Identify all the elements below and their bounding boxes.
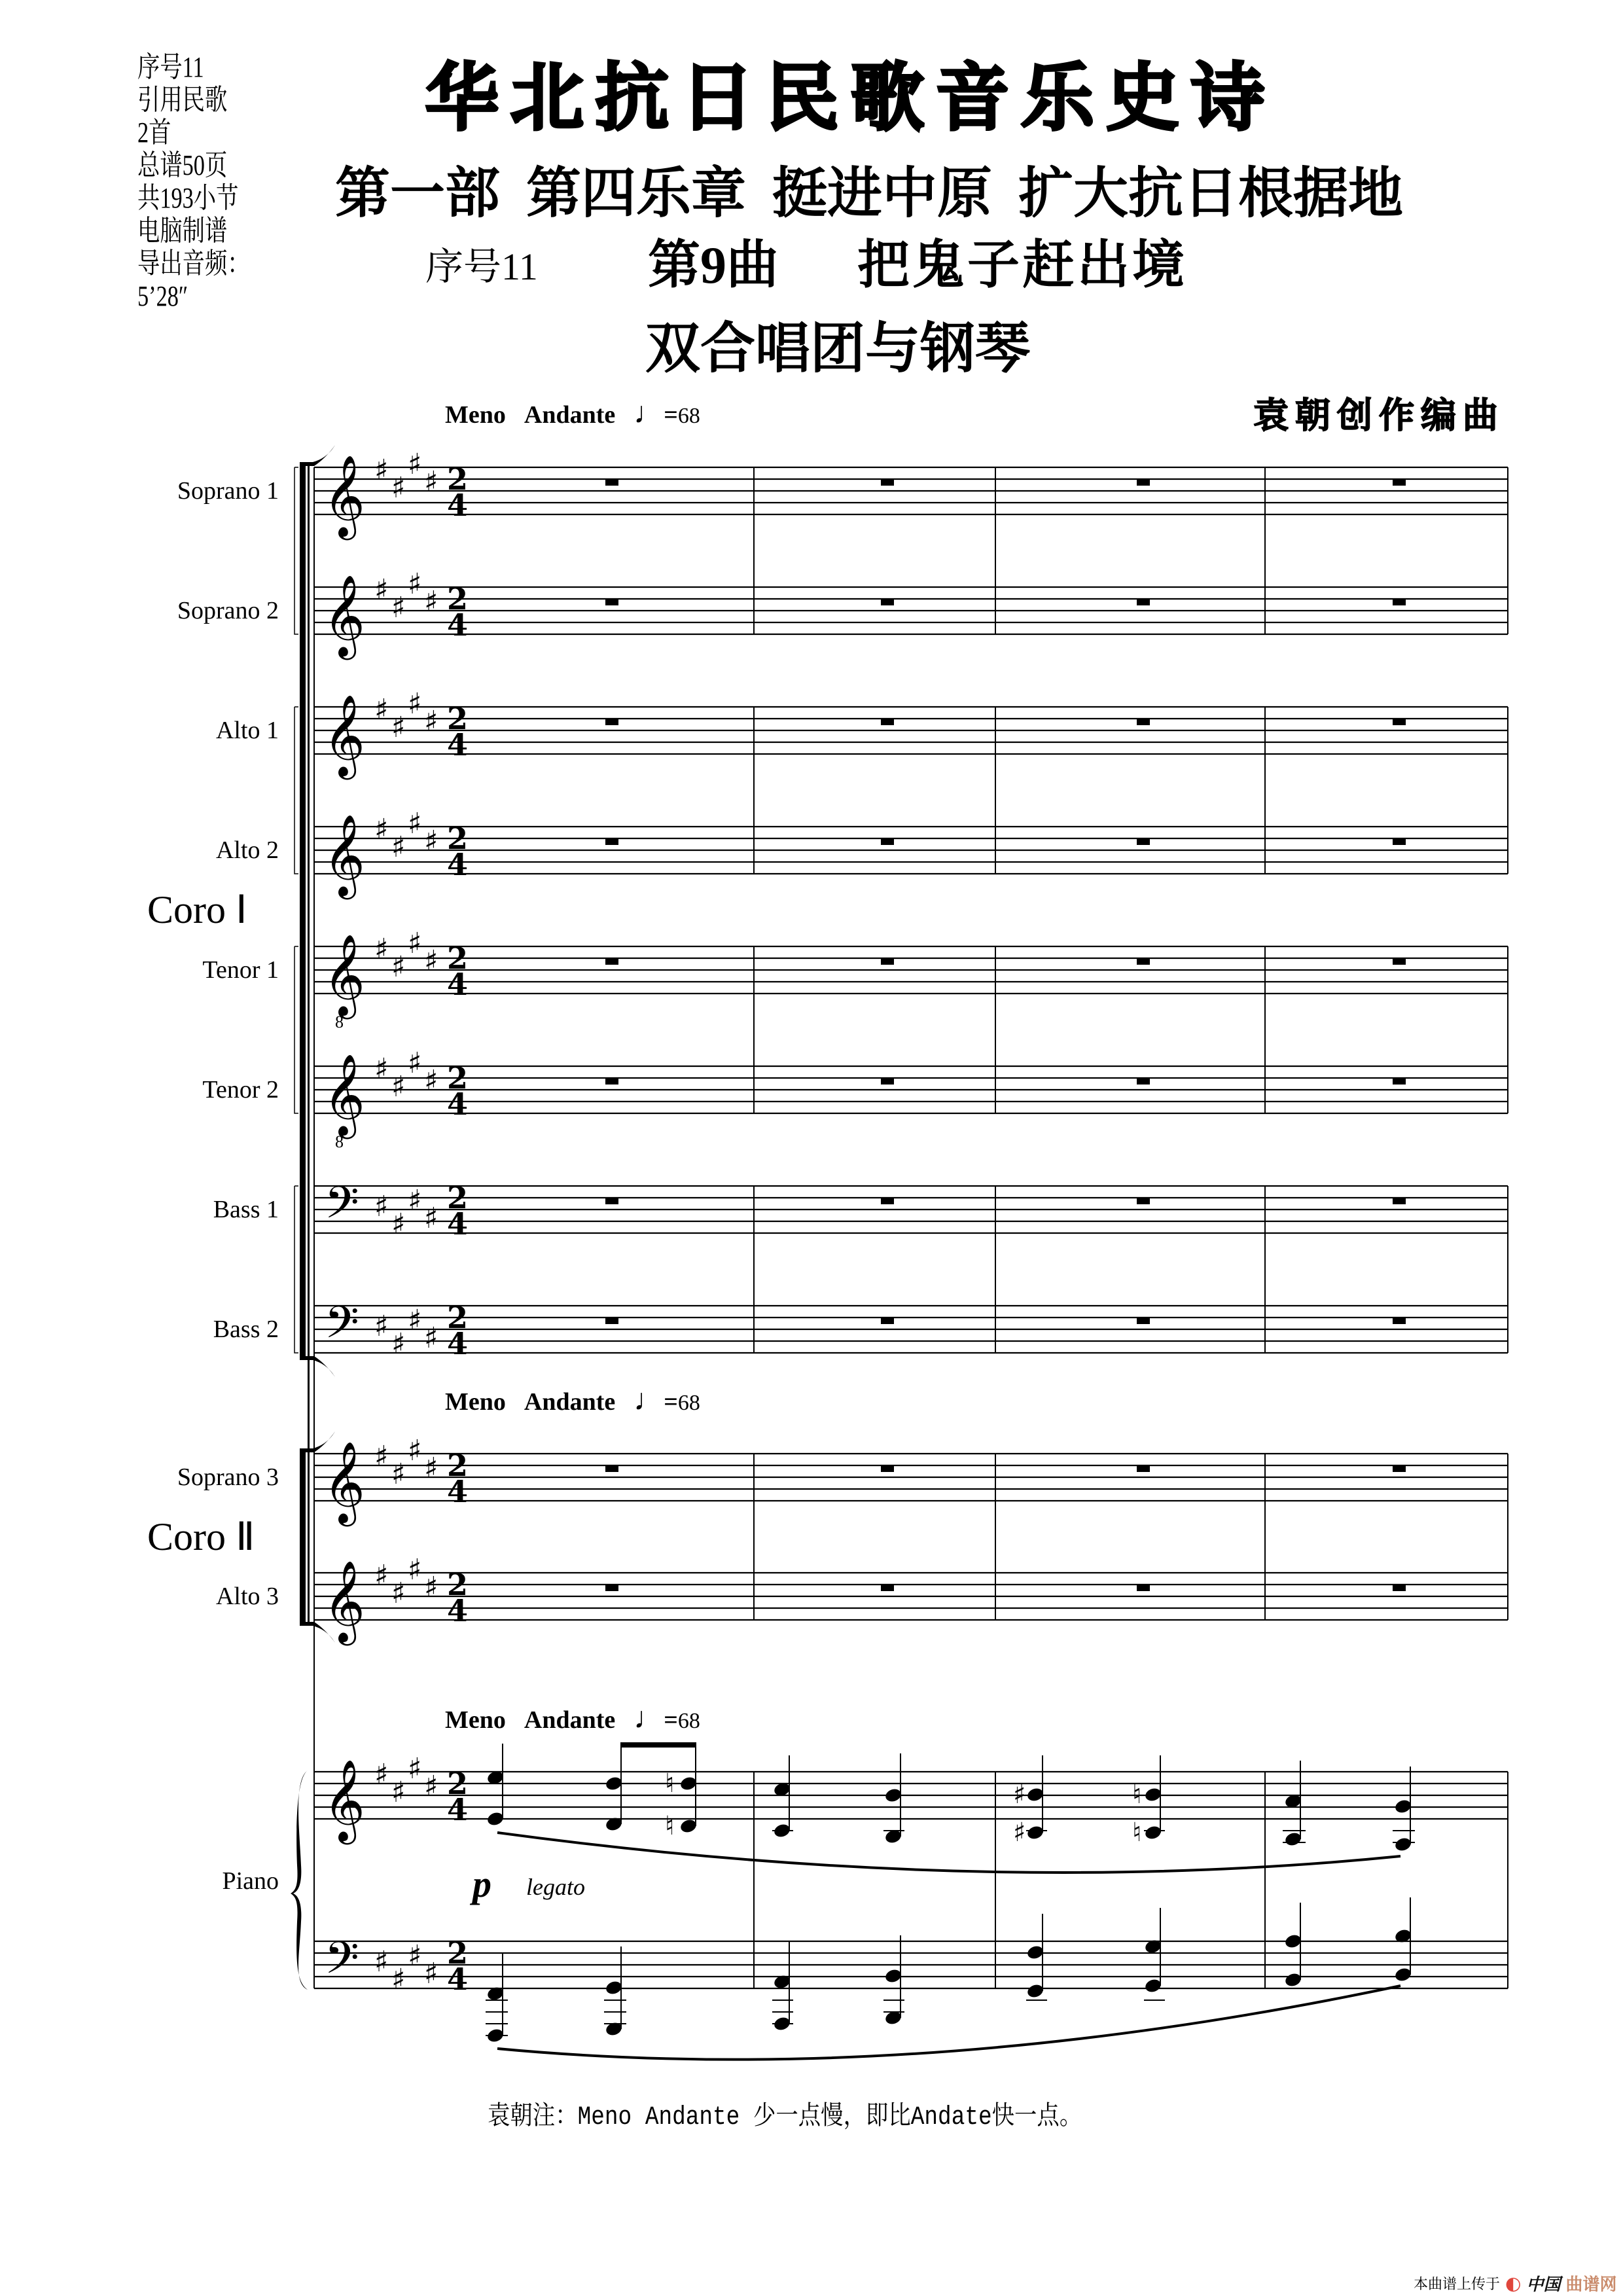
natural-icon: ♮ <box>665 1768 675 1799</box>
svg-text:♯: ♯ <box>424 825 438 858</box>
svg-text:𝄢: 𝄢 <box>325 1297 359 1359</box>
svg-text:4: 4 <box>447 727 469 762</box>
svg-text:♯: ♯ <box>424 1321 438 1355</box>
slur-bass <box>497 1986 1400 2060</box>
svg-text:4: 4 <box>447 1086 469 1122</box>
tempo-equals: = <box>664 401 678 429</box>
svg-text:♯: ♯ <box>408 1553 422 1587</box>
svg-text:2: 2 <box>447 581 469 617</box>
barlines <box>754 467 1508 1988</box>
svg-text:𝄞: 𝄞 <box>323 575 365 656</box>
meta-engraving: 电脑制谱 <box>137 215 228 247</box>
svg-text:4: 4 <box>447 1593 469 1628</box>
svg-text:♯: ♯ <box>424 1957 438 1990</box>
tempo-word: Meno <box>445 1706 506 1734</box>
svg-text:♯: ♯ <box>374 1440 389 1473</box>
meta-page-count: 总谱50页 <box>137 149 228 181</box>
svg-text:𝄢: 𝄢 <box>325 1933 359 1995</box>
svg-text:♯: ♯ <box>424 465 438 499</box>
svg-text:♯: ♯ <box>424 1202 438 1235</box>
svg-text:♯: ♯ <box>391 711 406 744</box>
meta-folk-songs: 引用民歌 <box>137 84 228 116</box>
meta-bar-count: 共193小节 <box>137 182 239 214</box>
svg-text:♯: ♯ <box>408 448 422 481</box>
svg-text:𝄞: 𝄞 <box>323 1560 365 1642</box>
svg-text:2: 2 <box>447 1766 469 1801</box>
svg-text:8: 8 <box>335 1132 344 1151</box>
svg-text:♯: ♯ <box>374 1559 389 1592</box>
expression-legato: legato <box>526 1874 585 1900</box>
svg-text:4: 4 <box>447 1474 469 1509</box>
svg-text:𝄢: 𝄢 <box>325 1177 359 1240</box>
svg-text:♯: ♯ <box>391 1070 406 1103</box>
svg-text:♯: ♯ <box>408 687 422 721</box>
svg-text:𝄞: 𝄞 <box>323 1759 365 1841</box>
tempo-equals: = <box>664 1706 678 1734</box>
part-label-tenor-2: Tenor 2 <box>202 1076 279 1103</box>
svg-text:♯: ♯ <box>408 1304 422 1337</box>
svg-text:𝄞: 𝄞 <box>323 934 365 1016</box>
subtitle-part: 第一部 <box>335 160 501 225</box>
svg-text:𝄞: 𝄞 <box>323 814 365 896</box>
clefs-keys-times <box>323 448 468 1997</box>
svg-text:2: 2 <box>447 821 469 856</box>
svg-text:2: 2 <box>447 461 469 497</box>
svg-text:8: 8 <box>335 1013 344 1031</box>
svg-text:♯: ♯ <box>424 705 438 738</box>
subtitle-theme-b: 扩大抗日根据地 <box>1018 160 1404 225</box>
svg-text:♯: ♯ <box>374 573 389 607</box>
svg-text:4: 4 <box>447 967 469 1002</box>
quarter-note-icon: ♩ <box>633 1383 664 1416</box>
svg-text:♯: ♯ <box>374 1052 389 1086</box>
svg-text:♯: ♯ <box>408 1752 422 1785</box>
svg-text:2: 2 <box>447 701 469 736</box>
svg-text:♯: ♯ <box>374 693 389 726</box>
svg-text:♯: ♯ <box>391 1458 406 1491</box>
svg-text:♯: ♯ <box>424 1452 438 1485</box>
svg-text:2: 2 <box>447 1060 469 1096</box>
svg-text:4: 4 <box>447 847 469 882</box>
meta-song-count: 2首 <box>137 117 171 149</box>
svg-text:♯: ♯ <box>424 944 438 978</box>
tempo-word: Meno <box>445 1388 506 1416</box>
svg-text:♯: ♯ <box>424 1770 438 1803</box>
tempo-bpm: 68 <box>677 1391 700 1415</box>
piece-number: 第9曲 <box>648 237 779 295</box>
svg-text:𝄞: 𝄞 <box>323 1054 365 1136</box>
svg-text:♯: ♯ <box>408 807 422 840</box>
svg-text:♯: ♯ <box>374 454 389 487</box>
svg-text:4: 4 <box>447 1206 469 1242</box>
part-label-bass-2: Bass 2 <box>213 1316 279 1343</box>
svg-text:♯: ♯ <box>374 1758 389 1791</box>
tempo-word: Andante <box>524 401 616 429</box>
part-label-soprano-3: Soprano 3 <box>177 1463 279 1491</box>
tempo-bpm: 68 <box>677 1709 700 1733</box>
part-label-alto-1: Alto 1 <box>215 717 279 744</box>
svg-text:♯: ♯ <box>374 1190 389 1223</box>
svg-text:♯: ♯ <box>408 1434 422 1467</box>
svg-text:♯: ♯ <box>391 1776 406 1809</box>
dynamic-piano: p <box>473 1863 491 1905</box>
svg-text:♯: ♯ <box>391 1963 406 1996</box>
part-label-tenor-1: Tenor 1 <box>202 956 279 984</box>
subtitle-theme-a: 挺进中原 <box>772 160 993 225</box>
subtitle-movement: 第四乐章 <box>526 160 747 225</box>
svg-text:4: 4 <box>447 1792 469 1827</box>
quarter-note-icon: ♩ <box>633 396 664 429</box>
svg-text:♯: ♯ <box>374 813 389 846</box>
tempo-word: Andante <box>524 1388 616 1416</box>
part-label-soprano-1: Soprano 1 <box>177 477 279 505</box>
svg-text:4: 4 <box>447 1962 469 1997</box>
svg-text:♯: ♯ <box>408 1939 422 1973</box>
svg-text:♯: ♯ <box>391 831 406 864</box>
svg-text:♯: ♯ <box>408 1047 422 1080</box>
tempo-word: Andante <box>524 1706 616 1734</box>
part-label-bass-1: Bass 1 <box>213 1196 279 1223</box>
whole-rests <box>605 479 1406 1591</box>
svg-text:2: 2 <box>447 1300 469 1335</box>
tempo-equals: = <box>664 1388 678 1416</box>
footnote-text: 袁朝注：Meno Andante 少一点慢，即比Andate快一点。 <box>488 2103 1082 2132</box>
staff-lines <box>314 467 1508 1988</box>
svg-text:♯: ♯ <box>391 1208 406 1241</box>
piano-notes <box>486 1742 1415 2060</box>
natural-icon: ♮ <box>1132 1818 1142 1848</box>
svg-text:♯: ♯ <box>374 933 389 966</box>
piece-title: 把鬼子赶出境 <box>857 237 1187 295</box>
site-logo-icon: ◐ <box>1505 2272 1522 2294</box>
svg-text:♯: ♯ <box>408 567 422 601</box>
quarter-note-icon: ♩ <box>633 1701 664 1734</box>
svg-text:♯: ♯ <box>374 1310 389 1343</box>
meta-audio-duration: 5’28″ <box>137 280 188 312</box>
meta-audio-label: 导出音频： <box>137 247 250 279</box>
watermark-prefix: 本曲谱上传于 <box>1414 2276 1501 2293</box>
svg-text:2: 2 <box>447 1180 469 1215</box>
svg-text:♯: ♯ <box>374 1945 389 1979</box>
watermark-brand-a: 中国 <box>1526 2275 1561 2295</box>
composer-credit: 袁朝创作编曲 <box>1253 395 1505 436</box>
svg-text:2: 2 <box>447 941 469 976</box>
svg-text:♯: ♯ <box>391 471 406 505</box>
svg-text:4: 4 <box>447 607 469 643</box>
svg-text:♯: ♯ <box>391 1577 406 1610</box>
part-label-piano: Piano <box>222 1867 279 1895</box>
svg-text:♯: ♯ <box>391 591 406 624</box>
svg-text:𝄞: 𝄞 <box>323 1441 365 1523</box>
tempo-bpm: 68 <box>677 404 700 428</box>
svg-text:♯: ♯ <box>424 585 438 619</box>
part-label-alto-3: Alto 3 <box>215 1583 279 1610</box>
double-sharp-icon: ♯ <box>1013 1780 1026 1810</box>
svg-text:♯: ♯ <box>408 1184 422 1217</box>
svg-text:2: 2 <box>447 1935 469 1971</box>
meta-serial: 序号11 <box>137 51 204 83</box>
group-label-coro-1: Coro Ⅰ <box>147 888 247 931</box>
natural-icon: ♮ <box>1132 1780 1142 1810</box>
natural-icon: ♮ <box>665 1811 675 1841</box>
ensemble-label: 双合唱团与钢琴 <box>645 319 1030 380</box>
double-sharp-icon: ♯ <box>1013 1818 1026 1848</box>
watermark <box>1414 2271 1616 2295</box>
svg-text:♯: ♯ <box>408 927 422 960</box>
svg-text:4: 4 <box>447 488 469 523</box>
svg-text:𝄞: 𝄞 <box>323 694 365 776</box>
part-label-alto-2: Alto 2 <box>215 836 279 864</box>
watermark-brand-b: 曲谱网 <box>1565 2275 1617 2295</box>
main-title: 华北抗日民歌音乐史诗 <box>425 56 1276 141</box>
svg-text:2: 2 <box>447 1448 469 1483</box>
svg-text:♯: ♯ <box>391 950 406 984</box>
svg-text:4: 4 <box>447 1326 469 1361</box>
svg-text:2: 2 <box>447 1567 469 1602</box>
part-label-soprano-2: Soprano 2 <box>177 597 279 624</box>
svg-text:𝄞: 𝄞 <box>323 455 365 537</box>
svg-text:♯: ♯ <box>391 1327 406 1361</box>
svg-text:♯: ♯ <box>424 1064 438 1098</box>
tempo-word: Meno <box>445 401 506 429</box>
piece-serial: 序号11 <box>425 245 538 288</box>
group-label-coro-2: Coro Ⅱ <box>147 1515 255 1558</box>
svg-text:♯: ♯ <box>424 1571 438 1604</box>
